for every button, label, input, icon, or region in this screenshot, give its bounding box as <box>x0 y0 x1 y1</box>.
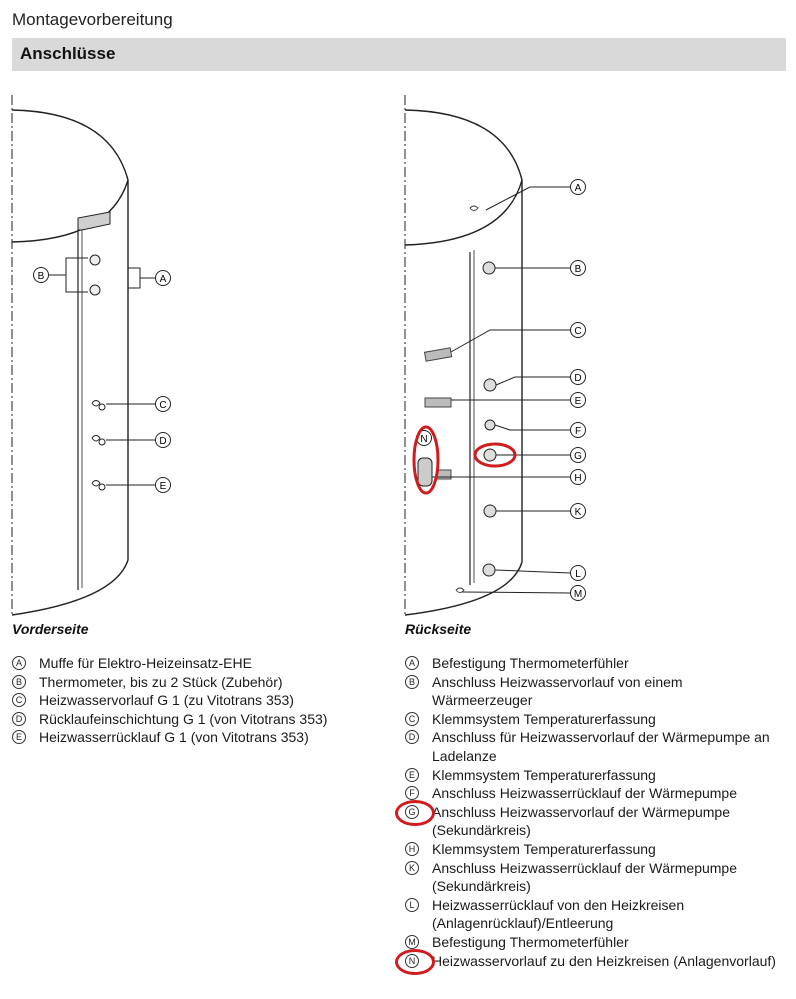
legend-item-b <box>405 673 785 710</box>
back-callout-l <box>571 566 586 581</box>
svg-text:E: E <box>574 396 582 407</box>
back-view-tank <box>405 95 522 615</box>
legend-item-h <box>405 840 785 859</box>
svg-text:N: N <box>420 434 428 445</box>
back-callout-c <box>571 323 586 338</box>
front-callout-b <box>34 268 49 283</box>
legend-text: Klemmsystem Temperaturerfassung <box>432 710 656 727</box>
legend-letter: A <box>405 656 419 670</box>
legend-item-d <box>12 710 392 729</box>
svg-text:L: L <box>575 569 581 580</box>
legend-letter: E <box>405 768 419 782</box>
back-callout-e <box>571 393 586 408</box>
back-callout-b <box>571 261 586 276</box>
legend-letter: G <box>405 805 419 819</box>
legend-text: Anschluss Heizwasserrücklauf der Wärmepumpe <box>432 785 737 802</box>
back-callout-k <box>571 504 586 519</box>
section-bar <box>12 38 786 71</box>
legend-item-m <box>405 933 785 952</box>
legend-letter: A <box>12 656 26 670</box>
legend-text: Klemmsystem Temperaturerfassung <box>432 766 656 783</box>
legend-text: Muffe für Elektro-Heizeinsatz-EHE <box>39 655 252 671</box>
legend-text: Heizwasservorlauf G 1 (zu Vitotrans 353) <box>39 692 294 709</box>
caption-front: Vorderseite <box>12 621 89 637</box>
back-callout-f <box>571 423 586 438</box>
legend-letter: K <box>405 861 419 875</box>
legend-item-l <box>405 896 785 933</box>
legend-front <box>12 654 392 747</box>
legend-letter: E <box>12 730 26 744</box>
section-title: Anschlüsse <box>20 44 116 63</box>
svg-text:K: K <box>574 507 582 518</box>
legend-text: Rücklaufeinschichtung G 1 (von Vitotrans 353) <box>39 710 328 727</box>
legend-item-n <box>405 952 785 971</box>
legend-item-g <box>405 803 785 840</box>
front-callout-a <box>156 271 171 286</box>
front-callout-d <box>156 433 171 448</box>
svg-text:D: D <box>159 436 167 447</box>
legend-text: Thermometer, bis zu 2 Stück (Zubehör) <box>39 673 283 690</box>
legend-text: Heizwasserrücklauf G 1 (von Vitotrans 353) <box>39 729 309 746</box>
legend-item-c <box>405 710 785 729</box>
legend-letter: C <box>12 693 26 707</box>
highlight-ring-n <box>395 949 435 975</box>
legend-back <box>405 654 785 970</box>
legend-text: Anschluss Heizwasservorlauf von einem Wärmeerzeuger <box>432 673 683 709</box>
svg-text:E: E <box>159 481 167 492</box>
legend-item-c <box>12 691 392 710</box>
svg-text:G: G <box>574 451 582 462</box>
svg-text:C: C <box>574 326 582 337</box>
legend-letter: D <box>12 712 26 726</box>
front-view-tank <box>12 95 128 615</box>
legend-text: Anschluss Heizwasservorlauf der Wärmepumpe (Sekundärkreis) <box>432 803 730 839</box>
legend-letter: H <box>405 842 419 856</box>
back-callout-a <box>571 180 586 195</box>
legend-letter: N <box>405 954 419 968</box>
back-callout-g <box>571 448 586 463</box>
back-callout-d <box>571 370 586 385</box>
front-callout-c <box>156 397 171 412</box>
legend-letter: C <box>405 712 419 726</box>
legend-item-a <box>405 654 785 673</box>
legend-item-e <box>405 766 785 785</box>
legend-item-b <box>12 673 392 692</box>
back-callout-m <box>571 586 586 601</box>
page-header: Montagevorbereitung <box>12 10 173 29</box>
back-callout-h <box>571 470 586 485</box>
tank-connections-figure <box>0 80 796 620</box>
svg-text:A: A <box>159 274 167 285</box>
caption-back: Rückseite <box>405 621 472 637</box>
legend-item-d <box>405 728 785 765</box>
legend-letter: M <box>405 935 419 949</box>
svg-text:F: F <box>574 426 582 437</box>
legend-item-a <box>12 654 392 673</box>
svg-text:C: C <box>159 400 167 411</box>
legend-letter: B <box>12 675 26 689</box>
svg-text:B: B <box>37 271 45 282</box>
legend-text: Anschluss für Heizwasservorlauf der Wärmepumpe an Ladelanze <box>432 729 770 764</box>
legend-text: Befestigung Thermometerfühler <box>432 933 629 950</box>
svg-text:A: A <box>574 183 582 194</box>
svg-text:B: B <box>574 264 582 275</box>
legend-letter: L <box>405 898 419 912</box>
legend-letter: F <box>405 786 419 800</box>
legend-text: Heizwasservorlauf zu den Heizkreisen (Anlagenvorlauf) <box>432 952 776 969</box>
highlight-ring-g <box>395 800 435 826</box>
svg-text:D: D <box>574 373 582 384</box>
legend-letter: B <box>405 675 419 689</box>
front-callout-e <box>156 478 171 493</box>
svg-text:M: M <box>573 589 583 600</box>
legend-item-f <box>405 784 785 803</box>
legend-item-e <box>12 728 392 747</box>
legend-text: Heizwasserrücklauf von den Heizkreisen (Anlagenrücklauf)/Entleerung <box>432 896 685 932</box>
svg-text:H: H <box>574 473 582 484</box>
legend-text: Anschluss Heizwasserrücklauf der Wärmepumpe (Sekundärkreis) <box>432 859 737 895</box>
legend-text: Befestigung Thermometerfühler <box>432 655 629 671</box>
legend-text: Klemmsystem Temperaturerfassung <box>432 840 656 857</box>
legend-letter: D <box>405 730 419 744</box>
legend-item-k <box>405 859 785 896</box>
